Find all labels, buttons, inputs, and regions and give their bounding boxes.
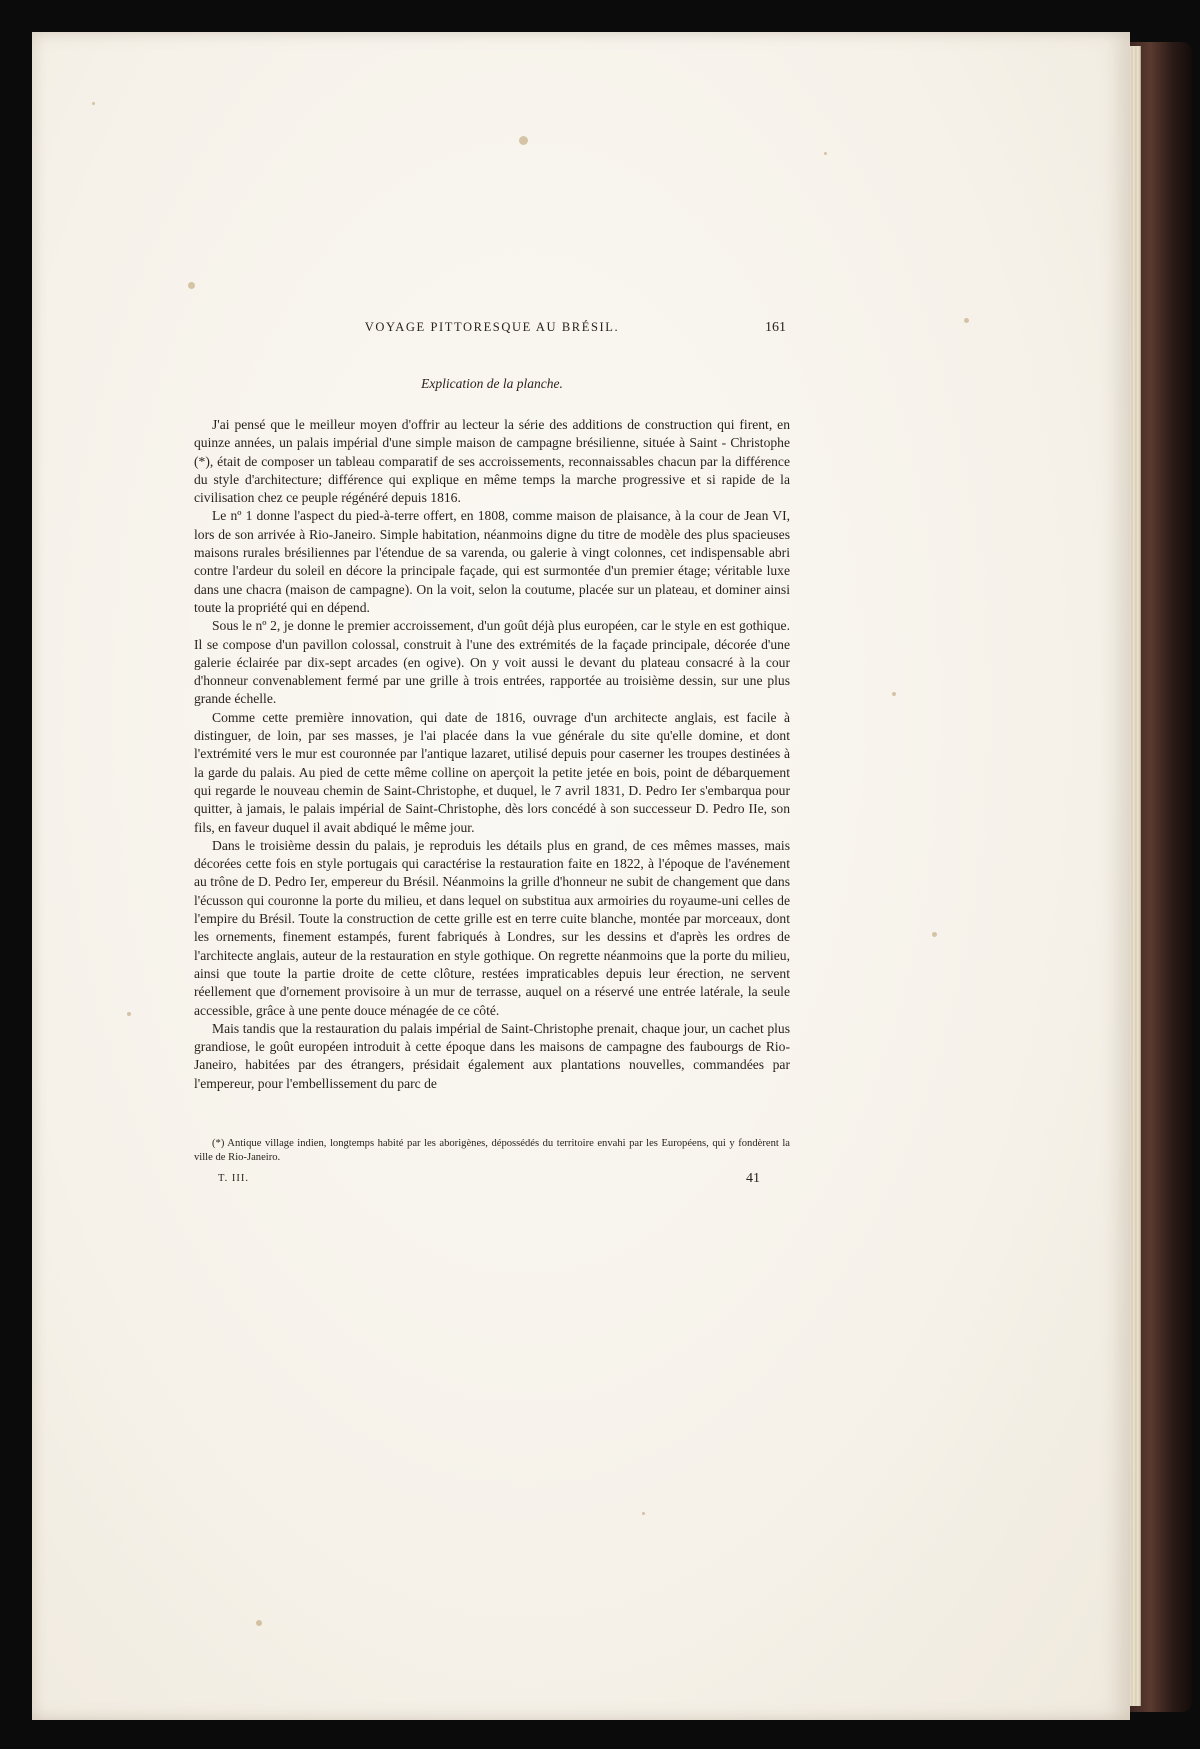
sheet-signature: 41 bbox=[746, 1170, 760, 1186]
body-paragraph: Le nº 1 donne l'aspect du pied-à-terre offert, en 1808, comme maison de plaisance, à la cour de Jean VI, lors de son arrivée à Rio-Janeiro. Simple habitation, néanmoins digne du titre de modèle des plus spacieuses maisons rurales brésiliennes par l'étendue de sa varenda, ou galerie à vingt colonnes, cet indispensable abri contre l'ardeur du soleil en décore la principale façade, qui est surmontée d'un premier étage; véritable luxe dans une chacra (maison de campagne). On la voit, selon la coutume, placée sur un plateau, et dominer ainsi toute la propriété qui en dépend. bbox=[194, 508, 790, 615]
body-paragraph: Mais tandis que la restauration du palais impérial de Saint-Christophe prenait, chaque jour, un cachet plus grandiose, le goût européen introduit à cette époque dans les maisons de campagne des faubourgs de Rio-Janeiro, habitées par des étrangers, présidait également aux plantations nouvelles, commandées par l'empereur, pour l'embellissement du parc de bbox=[194, 1020, 790, 1091]
signature-line bbox=[194, 1171, 790, 1191]
foxing-spot bbox=[892, 692, 896, 696]
foxing-spot bbox=[92, 102, 95, 105]
body-paragraph: Sous le nº 2, je donne le premier accroissement, d'un goût déjà plus européen, car le style en est gothique. Il se compose d'un pavillon colossal, construit à l'une des extrémités de la façade principale, décorée d'une galerie éclairée par dix-sept arcades (en ogive). On y voit aussi le devant du plateau consacré à la cour d'honneur convenablement fermé par une grille à trois entrées, rapportée au troisième dessin, sur une plus grande échelle. bbox=[194, 618, 790, 707]
foxing-spot bbox=[964, 318, 969, 323]
foxing-spot bbox=[256, 1620, 262, 1626]
body-paragraph: Dans le troisième dessin du palais, je reproduis les détails plus en grand, de ces mêmes masses, mais décorées cette fois en style portugais qui caractérise la restauration faite en 1822, à l'époque de l'avénement au trône de D. Pedro Ier, empereur du Brésil. Néanmoins la grille d'honneur ne subit de changement que dans l'écusson qui couronne la porte du milieu, et dans lequel on substitua aux armoiries du royaume-uni celles de l'empire du Brésil. Toute la construction de cette grille est en terre cuite blanche, montée par morceaux, dont les ornements, finement estampés, furent fabriqués à Londres, sur les dessins et d'après les ordres de l'architecte anglais, auteur de la restauration en style gothique. On regrette néanmoins que la porte du milieu, ainsi que toute la partie droite de cette clôture, restées impraticables depuis leur érection, ne servent réellement que d'ornement provisoire à un mur de terrasse, auquel on a réservé une entrée latérale, la seule accessible, grâce à une pente douce ménagée de ce côté. bbox=[194, 837, 790, 1018]
body-paragraph: J'ai pensé que le meilleur moyen d'offrir au lecteur la série des additions de construction qui firent, en quinze années, un palais impérial d'une simple maison de campagne brésilienne, située à Saint - Christophe (*), était de composer un tableau comparatif de ses accroissements, reconnaissables chacun par la différence du style d'architecture; différence qui explique en même temps la marche progressive et si rapide de la civilisation chez ce peuple régénéré depuis 1816. bbox=[194, 417, 790, 506]
section-subtitle: Explication de la planche. bbox=[421, 376, 563, 391]
foxing-spot bbox=[127, 1012, 131, 1016]
running-title: VOYAGE PITTORESQUE AU BRÉSIL. bbox=[364, 320, 620, 334]
foxing-spot bbox=[824, 152, 827, 155]
footnote: (*) Antique village indien, longtemps habité par les aborigènes, dépossédés du territoire envahi par les Européens, qui y fondèrent la ville de Rio-Janeiro. bbox=[194, 1137, 790, 1163]
page-text-block bbox=[194, 320, 790, 1191]
foxing-spot bbox=[519, 136, 528, 145]
body-paragraph: Comme cette première innovation, qui date de 1816, ouvrage d'un architecte anglais, est facile à distinguer, de loin, par ses masses, je l'ai placée dans la vue générale du site qu'elle domine, et dont l'extrémité vers le mur est couronnée par l'antique lazaret, utilisé depuis pour caserner les troupes destinées à la garde du palais. Au pied de cette même colline on aperçoit la petite jetée en bois, point de débarquement qui regarde le nouveau chemin de Saint-Christophe, et duquel, le 7 avril 1831, D. Pedro Ier s'embarqua pour quitter, à jamais, le palais impérial de Saint-Christophe, dès lors concédé à son successeur D. Pedro IIe, son fils, en faveur duquel il avait abdiqué le même jour. bbox=[194, 709, 790, 835]
page-number: 161 bbox=[765, 320, 786, 335]
running-header bbox=[194, 320, 790, 344]
volume-mark: T. III. bbox=[218, 1172, 249, 1184]
foxing-spot bbox=[642, 1512, 645, 1515]
foxing-spot bbox=[932, 932, 937, 937]
foxing-spot bbox=[188, 282, 195, 289]
